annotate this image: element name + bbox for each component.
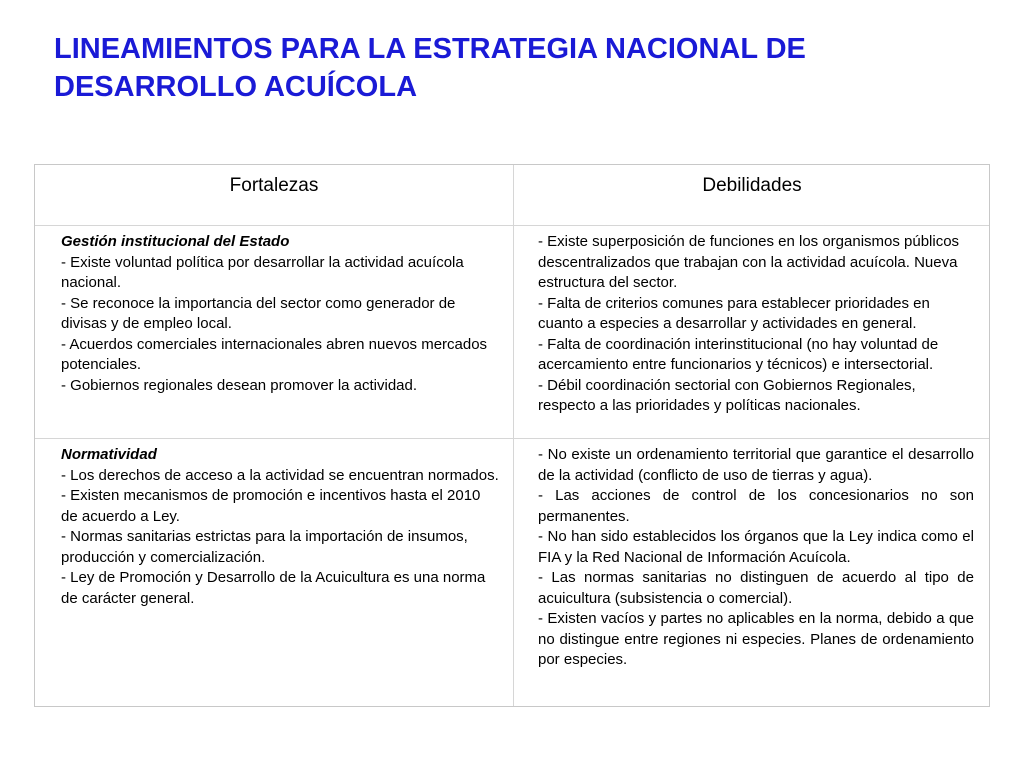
row-divider [35,438,989,439]
list-item: - Gobiernos regionales desean promover la actividad. [61,376,418,394]
title-line-2: DESARROLLO ACUÍCOLA [54,71,418,103]
header-divider [35,225,989,226]
title-line-1: LINEAMIENTOS PARA LA ESTRATEGIA NACIONAL DE [54,33,806,65]
cell-fortalezas-gestion [61,232,497,396]
list-item: - No han sido establecidos los órganos que la Ley indica como el FIA y la Red Nacional de Información Acuícola. [538,528,974,566]
cell-fortalezas-normatividad [61,445,501,609]
header-debilidades: Debilidades [702,175,802,196]
list-item: - Existe voluntad política por desarrollar la actividad acuícola nacional. [61,253,464,291]
swot-table [34,164,990,707]
header-fortalezas: Fortalezas [229,175,319,196]
slide-title [54,30,984,106]
cell-debilidades-gestion [538,232,974,417]
column-divider [513,165,514,706]
list-item: - Falta de coordinación interinstitucional (no hay voluntad de acercamiento entre funcionarios y técnicos) e intersectorial. [538,335,939,373]
list-item: - Los derechos de acceso a la actividad se encuentran normados. [61,466,499,484]
list-item: - Las normas sanitarias no distinguen de acuerdo al tipo de acuicultura (subsistencia o comercial). [538,569,974,607]
section-heading: Gestión institucional del Estado [61,233,290,250]
list-item: - Débil coordinación sectorial con Gobiernos Regionales, respecto a las prioridades y políticas nacionales. [538,376,916,414]
list-item: - Se reconoce la importancia del sector como generador de divisas y de empleo local. [61,294,456,332]
list-item: - Existen mecanismos de promoción e incentivos hasta el 2010 de acuerdo a Ley. [61,487,481,525]
list-item: - Ley de Promoción y Desarrollo de la Acuicultura es una norma de carácter general. [61,569,486,607]
list-item: - Las acciones de control de los concesionarios no son permanentes. [538,487,974,525]
list-item: - Existen vacíos y partes no aplicables en la norma, debido a que no distingue entre regiones ni especies. Planes de ordenamiento por especies. [538,610,974,668]
cell-debilidades-normatividad [538,445,974,671]
list-item: - Acuerdos comerciales internacionales abren nuevos mercados potenciales. [61,335,488,373]
list-item: - Normas sanitarias estrictas para la importación de insumos, producción y comercialización. [61,528,468,566]
list-item: - Existe superposición de funciones en los organismos públicos descentralizados que trabajan con la actividad acuícola. Nueva estructura del sector. [538,233,960,291]
list-item: - Falta de criterios comunes para establecer prioridades en cuanto a especies a desarrollar y actividades en general. [538,294,930,332]
section-heading: Normatividad [61,446,157,463]
list-item: - No existe un ordenamiento territorial que garantice el desarrollo de la actividad (conflicto de uso de tierras y agua). [538,446,974,484]
